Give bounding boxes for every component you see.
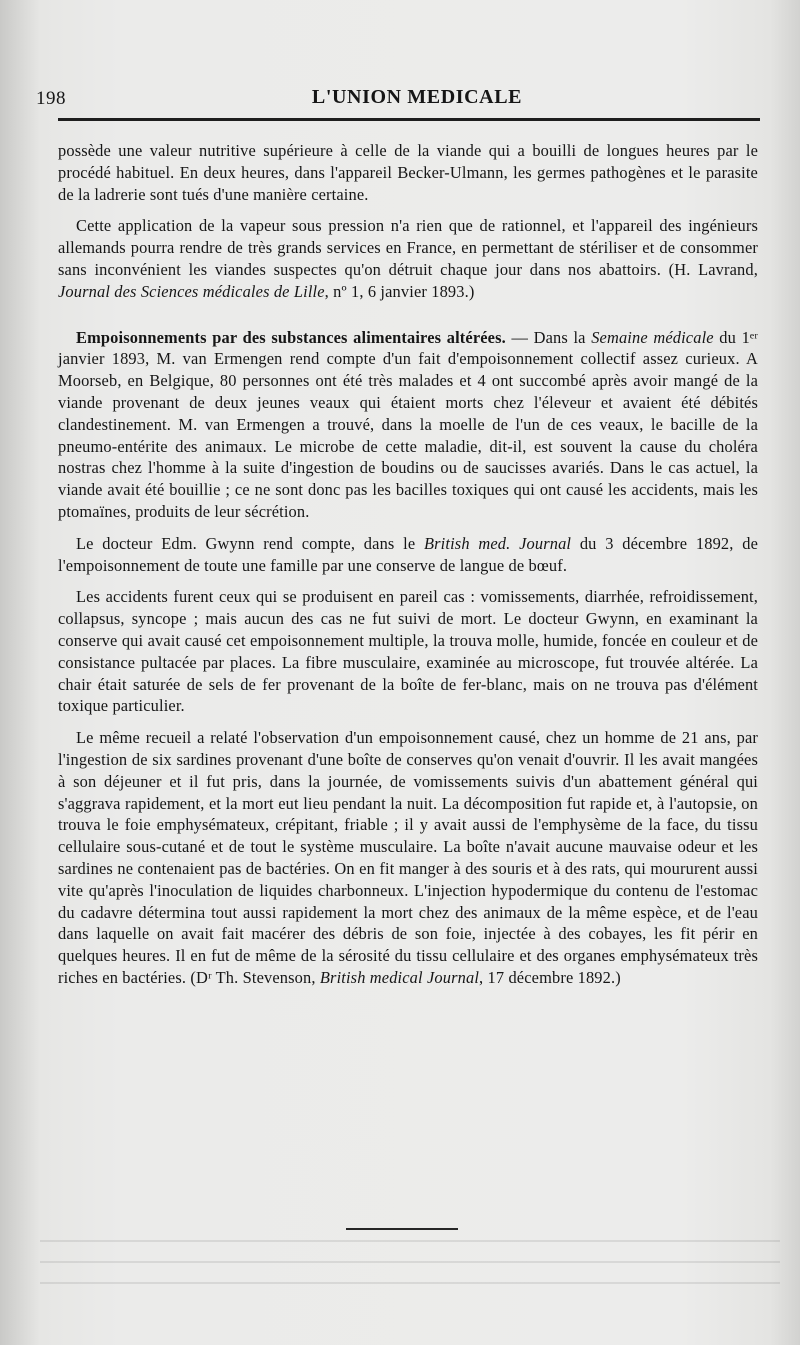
paragraph-section-start (58, 327, 758, 523)
paragraph-continuation (58, 140, 758, 205)
section-dash: — Dans la (505, 327, 592, 347)
citation-tail: , nº 1, 6 janvier 1893.) (324, 281, 475, 301)
page-number: 198 (36, 88, 66, 109)
paragraph-text: Les accidents furent ceux qui se produisent en pareil cas : vomissements, diarrhée, refroidissement, collapsus, syncope ; mais aucun des cas ne fut suivi de mort. Le docteur Gwynn, en examinant la conserve qui avait causé cet empoisonnement multiple, la trouva molle, humide, foncée en couleur et de consistance pultacée par places. La fibre musculaire, examinée au microscope, fut trouvée altérée. La chair était saturée de sels de fer provenant de la boîte de fer-blanc, mais on ne trouva pas d'élément toxique particulier. (58, 587, 758, 716)
page-header (36, 84, 768, 114)
show-through-texture (40, 1240, 780, 1300)
paragraph-text: possède une valeur nutritive supérieure à celle de la viande qui a bouilli de longues heures par le procédé habituel. En deux heures, dans l'appareil Becker-Ulmann, les germes pathogènes et le parasite de la ladrerie sont tués d'une manière certaine. (58, 141, 758, 204)
journal-citation: British med. Journal (423, 533, 572, 553)
article-body (58, 140, 758, 999)
journal-citation: British medical Journal (319, 967, 480, 987)
paragraph-text: du 3 décembre 1892, de l'empoisonnement de toute une famille par une conserve de langue de bœuf. (58, 533, 758, 575)
journal-citation: Journal des Sciences médicales de Lille (58, 281, 325, 301)
closing-rule (346, 1228, 458, 1230)
citation-tail: , 17 décembre 1892.) (479, 967, 621, 987)
paragraph-text: du 1ᵉʳ janvier 1893, M. van Ermengen rend compte d'un fait d'empoisonnement collectif assez curieux. A Moorseb, en Belgique, 80 personnes ont été très malades et 4 ont succombé après avoir mangé de la viande provenant de deux jeunes veaux qui étaient morts chez l'éleveur et avaient été débités clandestinement. M. van Ermengen a trouvé, dans la moelle de l'un de ces veaux, le bacille de la pneumo-entérite des animaux. Le microbe de cette maladie, dit-il, est souvent la cause du choléra nostras chez l'homme à la suite d'ingestion de boudins ou de saucisses avariés. Dans le cas actuel, la viande avait été bouillie ; ce ne sont donc pas les bacilles toxiques qui ont causé les accidents, mais les ptomaïnes, produits de leur sécrétion. (58, 327, 758, 521)
paragraph-sardines (58, 727, 758, 989)
paragraph-steam-sterilization (58, 215, 758, 302)
section-title: Empoisonnements par des substances alimentaires altérées. (76, 327, 506, 347)
header-rule (58, 118, 760, 121)
journal-citation: Semaine médicale (591, 327, 714, 347)
paragraph-text: Cette application de la vapeur sous pression n'a rien que de rationnel, et l'appareil des ingénieurs allemands pourra rendre de très grands services en France, en permettant de stériliser et de consommer sans inconvénient les viandes suspectes qu'on détruit chaque jour dans nos abattoirs. (H. Lavrand, (58, 216, 758, 279)
paragraph-accidents (58, 586, 758, 717)
paragraph-text: Le docteur Edm. Gwynn rend compte, dans le (76, 533, 424, 553)
paragraph-gwynn (58, 533, 758, 577)
paragraph-text: Le même recueil a relaté l'observation d'un empoisonnement causé, chez un homme de 21 ans, par l'ingestion de six sardines provenant d'une boîte de conserves qu'on venait d'ouvrir. Il les avait mangées à son déjeuner et il fut pris, dans la journée, de vomissements suivis d'un abattement général qui s'aggrava rapidement, et la mort eut lieu pendant la nuit. La décomposition fut rapide et, à l'autopsie, on trouva le foie emphysémateux, crépitant, friable ; il y avait aussi de l'emphysème de la face, du tissu cellulaire sous-cutané et de tout le système musculaire. La boîte n'avait aucune mauvaise odeur et les sardines ne contenaient pas de bactéries. On en fit manger à des souris et à des rats, qui moururent aussi vite qu'après l'inoculation de liquides charbonneux. L'injection hypodermique du contenu de l'estomac du cadavre détermina tout aussi rapidement la mort chez des animaux de la même espèce, et de l'eau dans laquelle on avait fait macérer des débris de son foie, injectée à des cobayes, les fit périr en quelques heures. Il en fut de même de la sérosité du tissu cellulaire et des organes emphysémateux très riches en bactéries. (Dʳ Th. Stevenson, (58, 728, 758, 987)
running-head: L'UNION MEDICALE (311, 86, 523, 108)
